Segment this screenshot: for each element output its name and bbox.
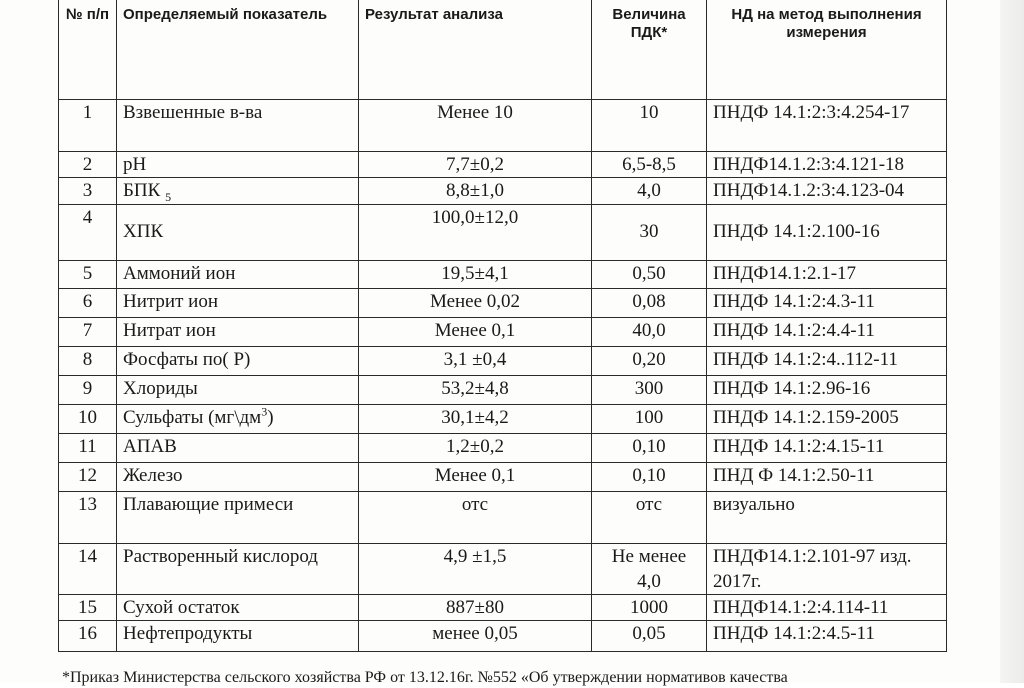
indicator-subscript: 5 [165, 189, 172, 204]
indicator-name [117, 595, 359, 621]
row-number: 3 [59, 178, 117, 205]
result-value: 53,2±4,8 [359, 376, 592, 405]
method-reference: визуально [707, 492, 947, 544]
row-number: 7 [59, 318, 117, 347]
indicator-superscript: 3 [261, 404, 268, 419]
indicator-name-text: Плавающие примеси [123, 494, 294, 515]
method-reference: ПНДФ14.1:2:4.114-11 [707, 595, 947, 621]
method-reference: ПНДФ 14.1:2:4.5-11 [707, 621, 947, 652]
table-row [59, 205, 947, 261]
indicator-name [117, 178, 359, 205]
result-value: менее 0,05 [359, 621, 592, 652]
indicator-name-text: Фосфаты по( Р) [123, 349, 251, 370]
method-reference: ПНДФ 14.1:2:3:4.254-17 [707, 100, 947, 152]
row-number: 5 [59, 261, 117, 289]
row-number: 1 [59, 100, 117, 152]
table-header-row [59, 0, 947, 100]
row-number: 11 [59, 434, 117, 463]
indicator-name-text: Хлориды [123, 378, 198, 399]
pdk-value: 0,05 [592, 621, 707, 652]
indicator-name [117, 347, 359, 376]
indicator-name-text: Нитрат ион [123, 320, 216, 341]
method-reference: ПНДФ14.1.2:3:4.123-04 [707, 178, 947, 205]
indicator-name [117, 405, 359, 434]
method-reference: ПНД Ф 14.1:2.50-11 [707, 463, 947, 492]
indicator-name [117, 463, 359, 492]
method-reference: ПНДФ 14.1:2.100-16 [707, 205, 947, 261]
result-value: Менее 0,1 [359, 463, 592, 492]
table-row [59, 376, 947, 405]
pdk-value: 0,10 [592, 463, 707, 492]
indicator-name-text: Железо [123, 465, 183, 486]
row-number: 12 [59, 463, 117, 492]
row-number: 2 [59, 152, 117, 178]
table-row [59, 595, 947, 621]
indicator-name-text: Нитрит ион [123, 291, 218, 312]
table-row [59, 405, 947, 434]
pdk-value: 10 [592, 100, 707, 152]
indicator-name [117, 100, 359, 152]
table-row [59, 100, 947, 152]
indicator-name-text: Нефтепродукты [123, 623, 253, 644]
pdk-value: 300 [592, 376, 707, 405]
pdk-value: 4,0 [592, 178, 707, 205]
table-row [59, 347, 947, 376]
pdk-value: 6,5-8,5 [592, 152, 707, 178]
method-reference: ПНДФ 14.1:2.159-2005 [707, 405, 947, 434]
indicator-name [117, 544, 359, 595]
indicator-name-text: Растворенный кислород [123, 546, 318, 567]
footnote: *Приказ Министерства сельского хозяйства РФ от 13.12.16г. №552 «Об утверждении нормативов качества [62, 669, 788, 686]
pdk-value: отс [592, 492, 707, 544]
result-value: Менее 10 [359, 100, 592, 152]
result-value: Менее 0,02 [359, 289, 592, 318]
row-number: 14 [59, 544, 117, 595]
table-row [59, 152, 947, 178]
result-value: 887±80 [359, 595, 592, 621]
indicator-name-text: Аммоний ион [123, 263, 236, 284]
indicator-name-text: БПК [123, 180, 161, 201]
method-reference: ПНДФ 14.1:2:4.3-11 [707, 289, 947, 318]
result-value: 3,1 ±0,4 [359, 347, 592, 376]
pdk-value: Не менее 4,0 [592, 544, 707, 595]
header-pdk: Величина ПДК* [592, 0, 707, 100]
header-indicator: Определяемый показатель [117, 0, 359, 100]
indicator-name [117, 492, 359, 544]
table-row [59, 318, 947, 347]
pdk-value: 0,20 [592, 347, 707, 376]
header-num: № п/п [59, 0, 117, 100]
table-row [59, 289, 947, 318]
row-number: 15 [59, 595, 117, 621]
pdk-value: 0,08 [592, 289, 707, 318]
result-value: 100,0±12,0 [359, 205, 592, 261]
result-value: 30,1±4,2 [359, 405, 592, 434]
pdk-value: 0,10 [592, 434, 707, 463]
indicator-name-text: Взвешенные в-ва [123, 102, 263, 123]
indicator-name-text: Сульфаты (мг\дм [123, 407, 262, 428]
method-reference: ПНДФ 14.1:2:4..112-11 [707, 347, 947, 376]
indicator-name [117, 621, 359, 652]
result-value: 4,9 ±1,5 [359, 544, 592, 595]
indicator-name-text: ХПК [123, 221, 164, 242]
indicator-name-text: АПАВ [123, 436, 177, 457]
method-reference: ПНДФ14.1:2.1-17 [707, 261, 947, 289]
method-reference: ПНДФ14.1.2:3:4.121-18 [707, 152, 947, 178]
indicator-name-tail: ) [267, 407, 274, 428]
method-reference: ПНДФ 14.1:2:4.15-11 [707, 434, 947, 463]
result-value: 1,2±0,2 [359, 434, 592, 463]
method-reference: ПНДФ 14.1:2.96-16 [707, 376, 947, 405]
indicator-name [117, 376, 359, 405]
pdk-value: 30 [592, 205, 707, 261]
pdk-value: 40,0 [592, 318, 707, 347]
method-reference: ПНДФ 14.1:2:4.4-11 [707, 318, 947, 347]
pdk-value: 0,50 [592, 261, 707, 289]
indicator-name [117, 152, 359, 178]
row-number: 6 [59, 289, 117, 318]
header-method: НД на метод выполнения измерения [707, 0, 947, 100]
pdk-value: 1000 [592, 595, 707, 621]
pdk-value: 100 [592, 405, 707, 434]
page-edge [1000, 0, 1024, 683]
table-row [59, 434, 947, 463]
table-row [59, 492, 947, 544]
indicator-name [117, 289, 359, 318]
row-number: 9 [59, 376, 117, 405]
indicator-name [117, 318, 359, 347]
indicator-name-text: pH [123, 154, 147, 175]
table-row [59, 544, 947, 595]
table-row [59, 621, 947, 652]
table-body [59, 100, 947, 652]
result-value: отс [359, 492, 592, 544]
method-reference: ПНДФ14.1:2.101-97 изд. 2017г. [707, 544, 947, 595]
row-number: 10 [59, 405, 117, 434]
analysis-results-table [58, 0, 947, 652]
result-value: 8,8±1,0 [359, 178, 592, 205]
indicator-name [117, 205, 359, 261]
table-row [59, 463, 947, 492]
table-row [59, 261, 947, 289]
indicator-name-text: Сухой остаток [123, 597, 240, 618]
result-value: 19,5±4,1 [359, 261, 592, 289]
table-row [59, 178, 947, 205]
header-result: Результат анализа [359, 0, 592, 100]
indicator-name [117, 434, 359, 463]
row-number: 16 [59, 621, 117, 652]
row-number: 8 [59, 347, 117, 376]
row-number: 13 [59, 492, 117, 544]
result-value: Менее 0,1 [359, 318, 592, 347]
row-number: 4 [59, 205, 117, 261]
indicator-name [117, 261, 359, 289]
result-value: 7,7±0,2 [359, 152, 592, 178]
